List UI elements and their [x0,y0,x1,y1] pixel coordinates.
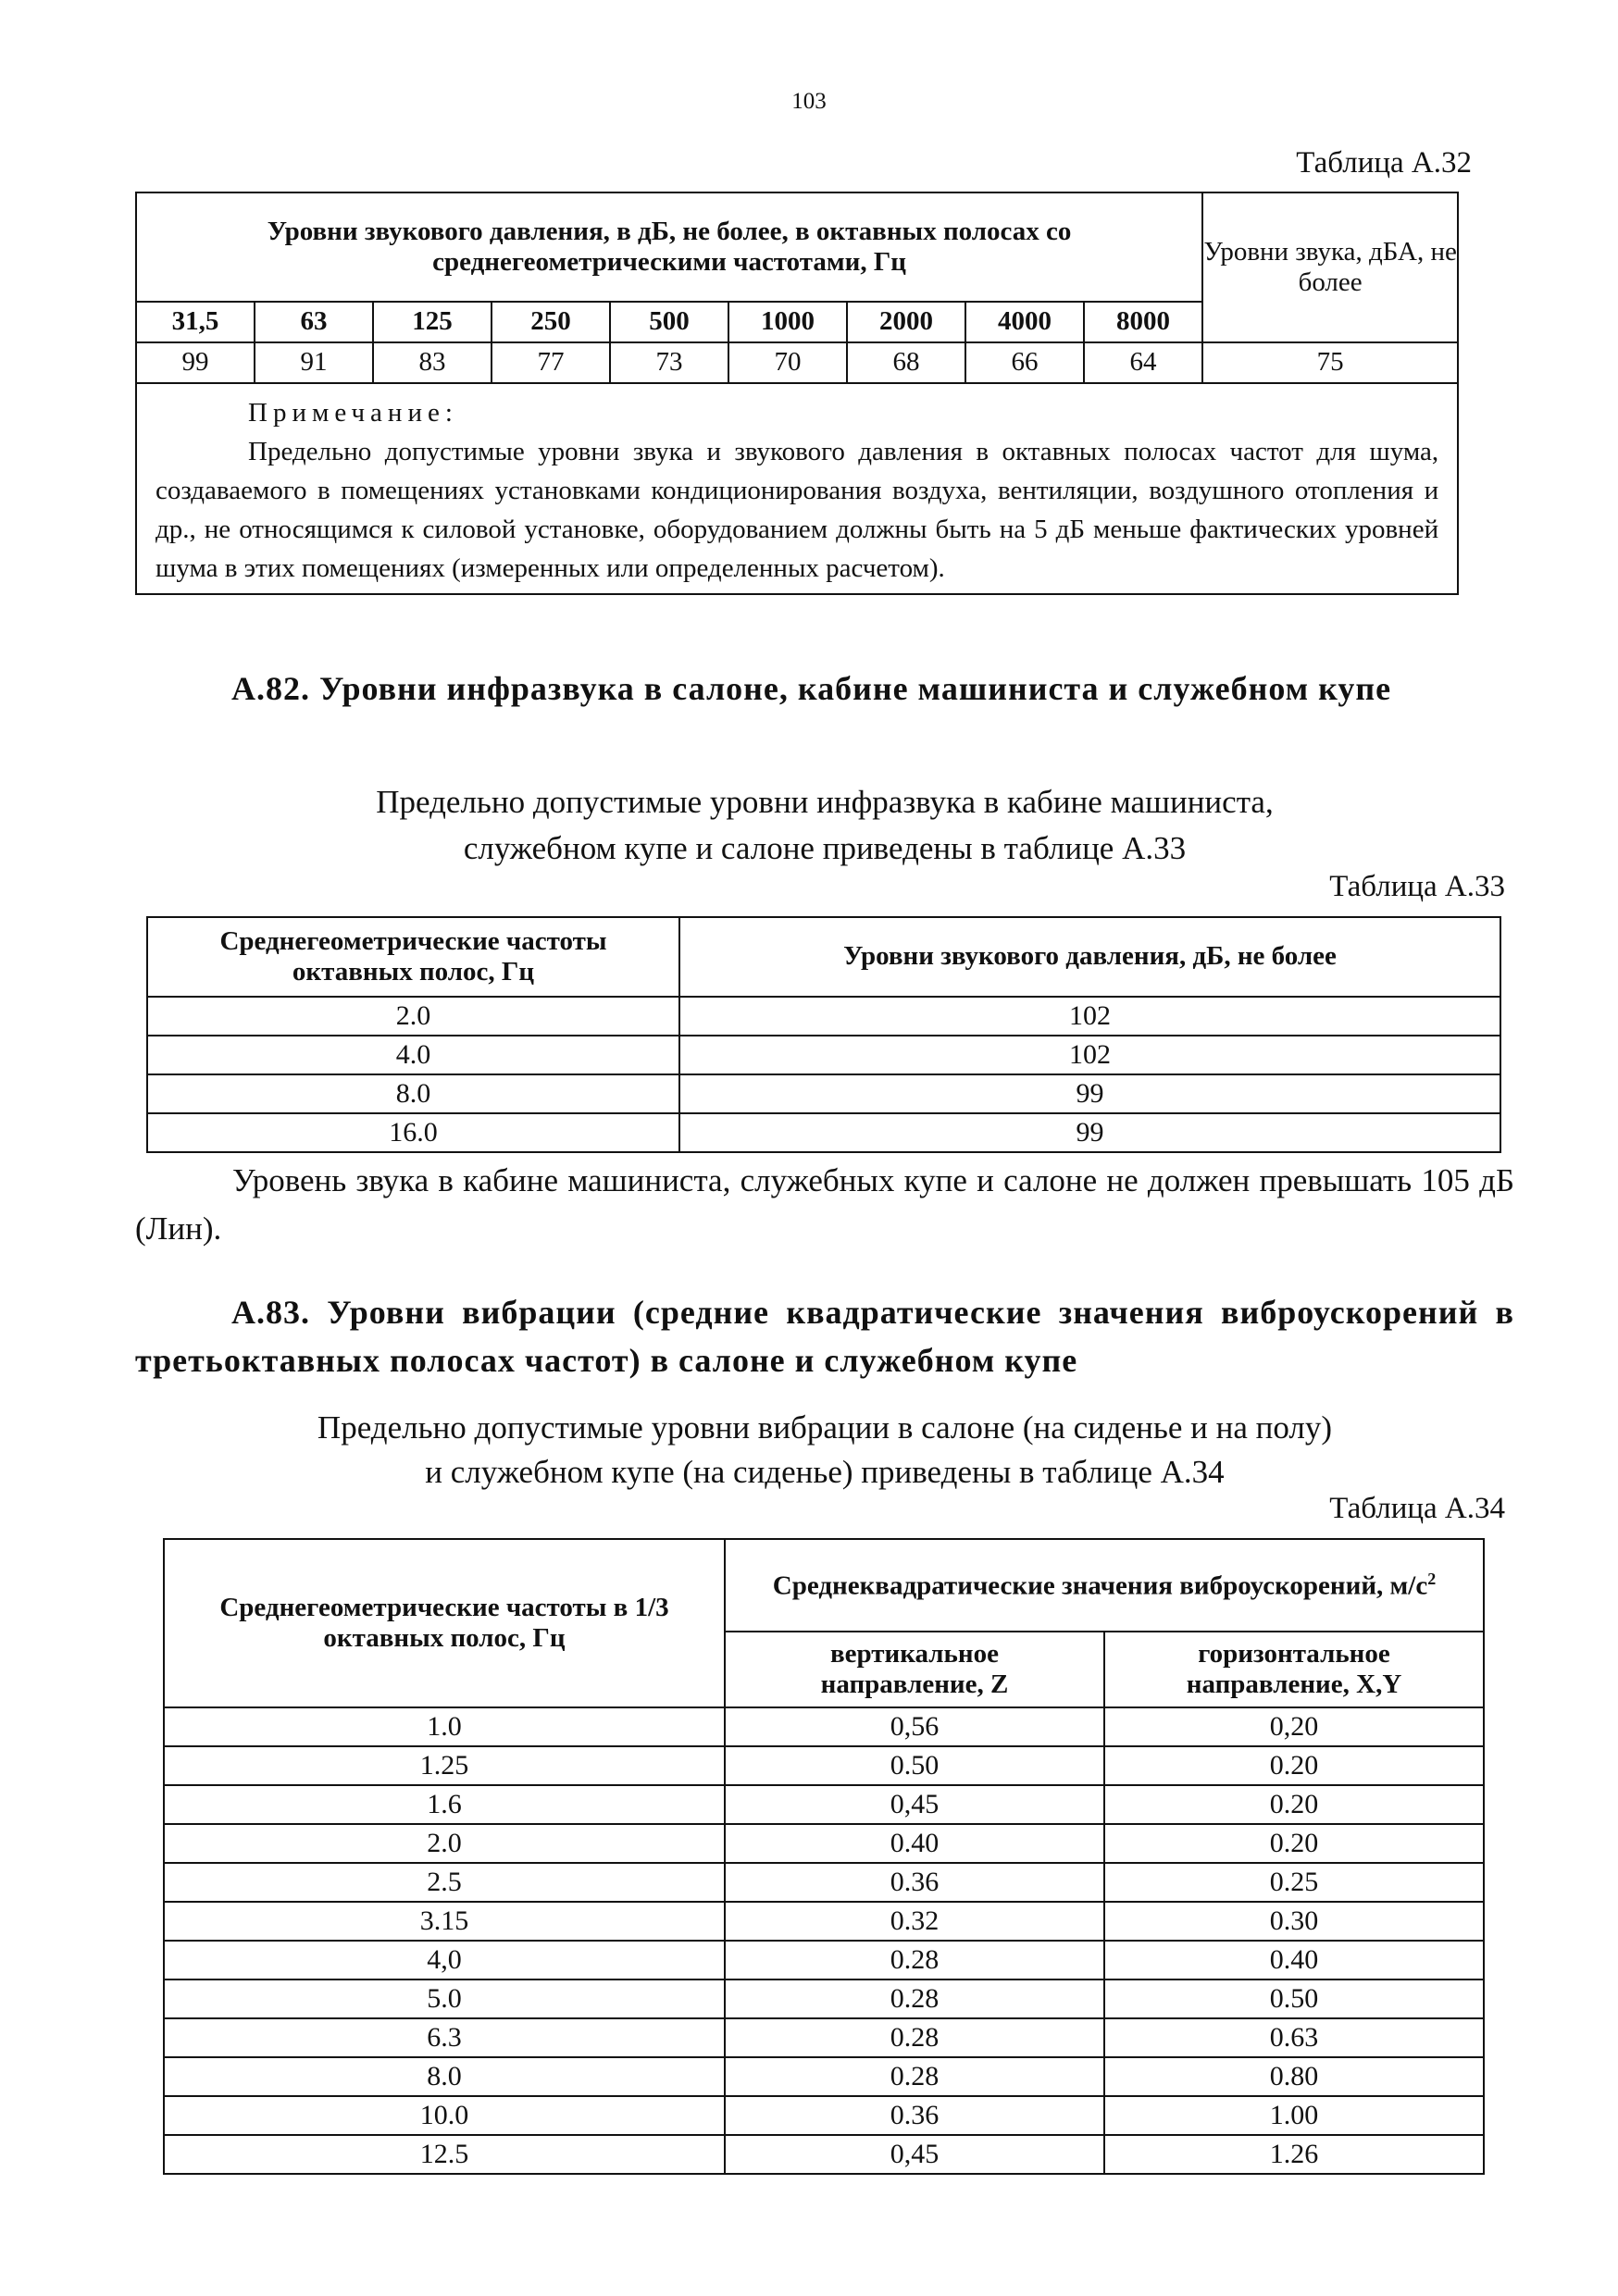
table-a34-z: 0.36 [725,1863,1104,1902]
table-a33-level: 102 [679,1036,1500,1074]
table-a32-freq: 500 [610,302,728,342]
table-a33 [146,916,1501,1153]
section-a83-intro-line1: Предельно допустимые уровни вибрации в салоне (на сиденье и на полу) [317,1409,1333,1446]
table-a34-freq: 8.0 [164,2057,725,2096]
table-a34-freq: 12.5 [164,2135,725,2174]
table-a34-freq: 3.15 [164,1902,725,1941]
table-row [164,1941,1484,1980]
table-a34-xy: 0.63 [1104,2018,1484,2057]
table-a33-freq: 2.0 [147,997,679,1036]
note-text: Предельно допустимые уровни звука и звукового давления в октавных полосах частот для шума, создаваемого в помещениях установками кондиционирования воздуха, вентиляции, воздушного отопления и др., не относящимся к силовой установке, оборудованием должны быть на 5 дБ меньше фактических уровней шума в этих помещениях (измеренных или определенных расчетом). [156,437,1439,583]
table-a34-z: 0.28 [725,2018,1104,2057]
table-a34-header-values [725,1539,1484,1632]
table-row [164,1707,1484,1746]
table-a34-z: 0.40 [725,1824,1104,1863]
table-a32-freq: 31,5 [136,302,255,342]
table-a34-z: 0.36 [725,2096,1104,2135]
table-row [164,2135,1484,2174]
table-a34-xy: 0.20 [1104,1824,1484,1863]
table-row [164,1980,1484,2018]
section-a83-intro-line2: и служебном купе (на сиденье) приведены в таблице А.34 [425,1454,1225,1490]
table-a34-xy: 0.20 [1104,1746,1484,1785]
table-a32-caption: Таблица А.32 [1296,146,1472,180]
table-a32-value: 73 [610,342,728,383]
table-a34-xy: 0.80 [1104,2057,1484,2096]
table-a32-freq: 2000 [847,302,965,342]
table-a33-level: 102 [679,997,1500,1036]
table-a32-header-pressure: Уровни звукового давления, в дБ, не более, в октавных полосах со среднегеометрическими частотами, Гц [136,192,1202,302]
table-a32-freq: 1000 [728,302,847,342]
table-a33-freq: 16.0 [147,1113,679,1152]
table-a33-level: 99 [679,1074,1500,1113]
table-row [147,997,1500,1036]
table-a34-header-horizontal: горизонтальное направление, X,Y [1104,1632,1484,1707]
table-a34-z: 0.28 [725,2057,1104,2096]
table-a33-header-level: Уровни звукового давления, дБ, не более [679,917,1500,997]
table-a32-sound-level: 75 [1202,342,1458,383]
table-a32-value: 99 [136,342,255,383]
table-a33-level: 99 [679,1113,1500,1152]
table-a32-freq: 125 [373,302,492,342]
table-a32-value: 66 [965,342,1084,383]
table-a32-freq: 4000 [965,302,1084,342]
table-a34-freq: 6.3 [164,2018,725,2057]
table-a34-xy: 0.50 [1104,1980,1484,2018]
table-a34-xy: 1.26 [1104,2135,1484,2174]
table-a34-freq: 5.0 [164,1980,725,2018]
table-a34-z: 0,45 [725,1785,1104,1824]
section-a82-intro-line1: Предельно допустимые уровни инфразвука в кабине машиниста, [376,784,1274,820]
table-row [164,2018,1484,2057]
table-a33-freq: 4.0 [147,1036,679,1074]
table-a32-note [136,383,1458,594]
table-a32-value: 91 [255,342,373,383]
table-a34-freq: 10.0 [164,2096,725,2135]
table-a32-freq: 8000 [1084,302,1202,342]
table-a34-freq: 1.0 [164,1707,725,1746]
table-a34-xy: 1.00 [1104,2096,1484,2135]
paragraph-sound-level: Уровень звука в кабине машиниста, служебных купе и салоне не должен превышать 105 дБ (Лин). [135,1162,1514,1247]
table-row [147,1036,1500,1074]
table-a34-freq: 4,0 [164,1941,725,1980]
table-a32-header-sound-level: Уровни звука, дБА, не более [1202,192,1458,342]
table-a32-value: 77 [492,342,610,383]
table-a32-value: 64 [1084,342,1202,383]
table-a34-z: 0.28 [725,1941,1104,1980]
table-a34-xy: 0.30 [1104,1902,1484,1941]
table-row [164,1902,1484,1941]
table-row [147,1074,1500,1113]
table-a33-freq: 8.0 [147,1074,679,1113]
table-a32-freq: 250 [492,302,610,342]
table-a34-header-values-sup: 2 [1427,1569,1437,1588]
section-a83-heading: А.83. Уровни вибрации (средние квадратические значения виброускорений в третьоктавных полосах частот) в салоне и служебном купе [135,1294,1514,1379]
section-a82-intro-line2: служебном купе и салоне приведены в таблице А.33 [463,830,1187,866]
note-title: Примечание: [248,398,458,428]
table-a33-header-freq: Среднегеометрические частоты октавных полос, Гц [147,917,679,997]
table-a34-z: 0.28 [725,1980,1104,2018]
page-number: 103 [791,89,827,114]
table-a34-header-values-text: Среднеквадратические значения виброускорений, м/с [772,1570,1428,1601]
table-a34-header-freq: Среднегеометрические частоты в 1/3 октавных полос, Гц [164,1539,725,1707]
table-a34-caption: Таблица А.34 [1329,1492,1505,1525]
table-a34-freq: 2.0 [164,1824,725,1863]
table-row [164,2096,1484,2135]
table-a34 [163,1538,1485,2175]
table-a34-xy: 0.40 [1104,1941,1484,1980]
table-a33-caption: Таблица А.33 [1329,870,1505,903]
section-a82-heading: А.82. Уровни инфразвука в салоне, кабине машиниста и служебном купе [231,670,1392,707]
table-row [147,1113,1500,1152]
table-a34-freq: 1.6 [164,1785,725,1824]
table-row [164,1785,1484,1824]
table-row [164,1863,1484,1902]
table-a34-xy: 0.25 [1104,1863,1484,1902]
table-a32-value: 83 [373,342,492,383]
table-a34-xy: 0.20 [1104,1785,1484,1824]
table-a32-value: 70 [728,342,847,383]
table-a34-freq: 2.5 [164,1863,725,1902]
table-a34-freq: 1.25 [164,1746,725,1785]
table-a34-z: 0.32 [725,1902,1104,1941]
table-a34-xy: 0,20 [1104,1707,1484,1746]
table-row [164,1824,1484,1863]
table-a34-z: 0.50 [725,1746,1104,1785]
table-a34-z: 0,56 [725,1707,1104,1746]
table-a34-z: 0,45 [725,2135,1104,2174]
table-row [164,2057,1484,2096]
table-a32-value: 68 [847,342,965,383]
table-a32 [135,192,1459,595]
table-a34-header-vertical: вертикальное направление, Z [725,1632,1104,1707]
table-row [164,1746,1484,1785]
table-a32-freq: 63 [255,302,373,342]
